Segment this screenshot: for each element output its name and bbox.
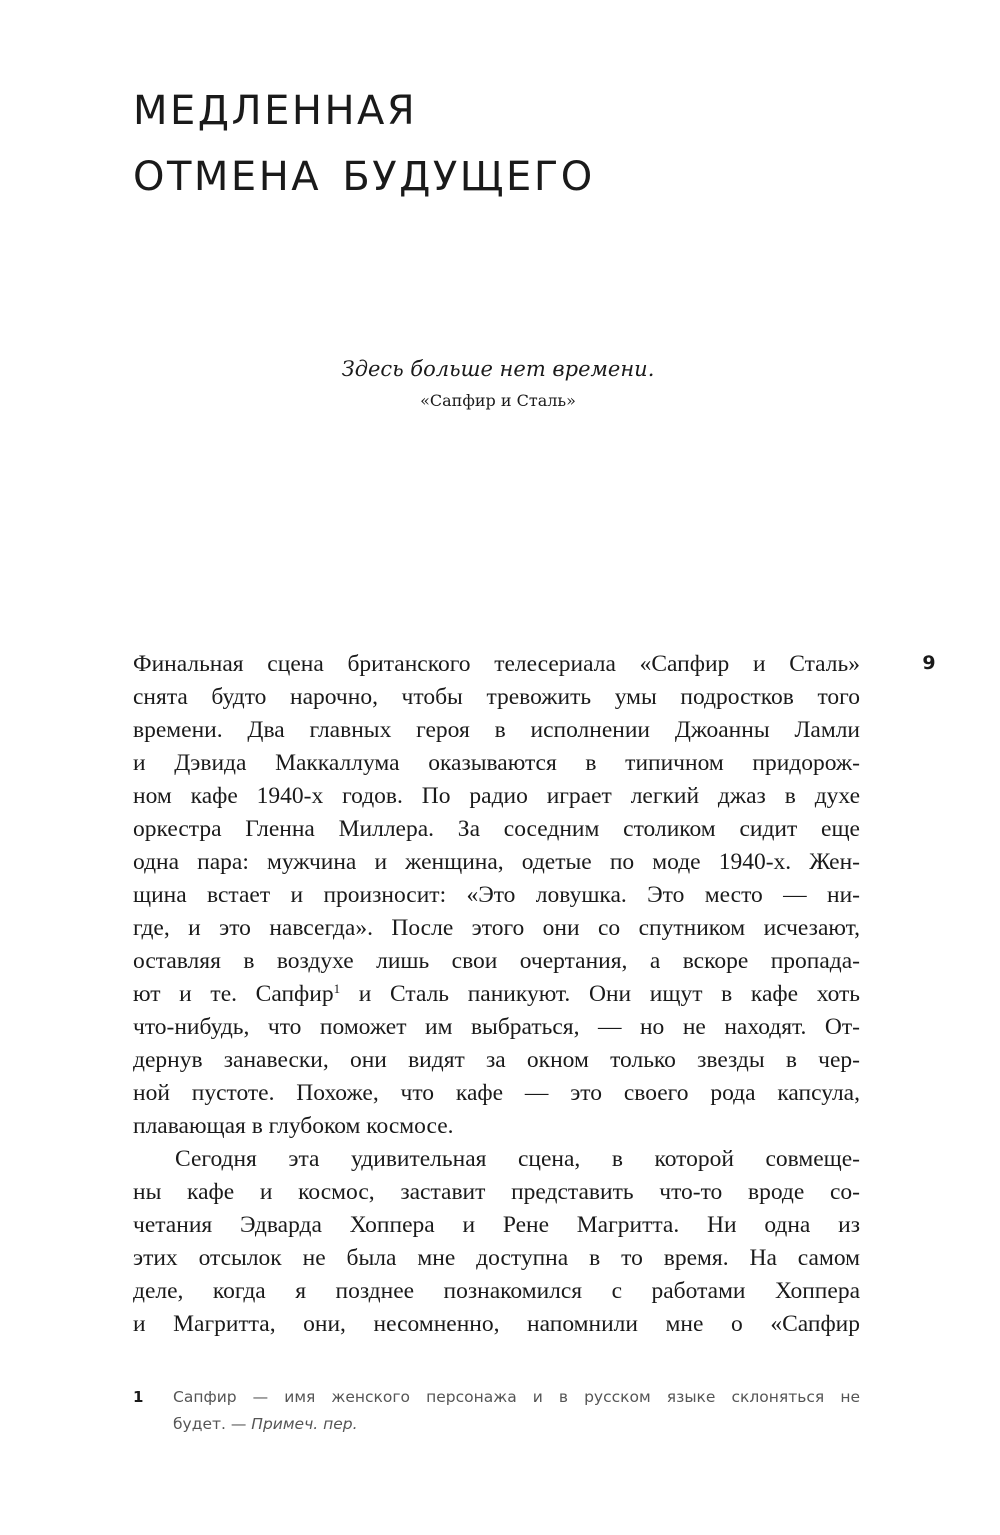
text-line bbox=[133, 978, 860, 1011]
footnote-line bbox=[133, 1411, 860, 1438]
text-line: где, и это навсегда». После этого они со спутником исчезают, bbox=[133, 915, 860, 941]
text-line: четания Эдварда Хоппера и Рене Магритта. Ни одна из bbox=[133, 1212, 860, 1238]
text-line: одна пара: мужчина и женщина, одетые по моде 1940-х. Жен- bbox=[133, 849, 860, 875]
chapter-title-line: ОТМЕНА БУДУЩЕГО bbox=[133, 154, 595, 200]
epigraph-quote: Здесь больше нет времени. bbox=[341, 357, 655, 381]
footnote-text: будет. — bbox=[173, 1415, 252, 1433]
text-line: деле, когда я позднее познакомился с работами Хоппера bbox=[133, 1278, 860, 1304]
text-line: оркестра Гленна Миллера. За соседним столиком сидит еще bbox=[133, 816, 860, 842]
page-number: 9 bbox=[922, 652, 936, 674]
text-line: ной пустоте. Похоже, что кафе — это своего рода капсула, bbox=[133, 1080, 860, 1106]
text-line: дернув занавески, они видят за окном только звезды в чер- bbox=[133, 1047, 860, 1073]
text-line: и Дэвида Маккаллума оказываются в типичном придорож- bbox=[133, 750, 860, 776]
chapter-title bbox=[133, 78, 853, 210]
text-line: и Магритта, они, несомненно, напомнили мне о «Сапфир bbox=[133, 1311, 860, 1337]
footnote-italic-note: Примеч. пер. bbox=[251, 1415, 358, 1433]
text-line: ны кафе и космос, заставит представить что-то вроде со- bbox=[133, 1179, 860, 1205]
footnote bbox=[133, 1384, 860, 1438]
text-line: времени. Два главных героя в исполнении Джоанны Ламли bbox=[133, 717, 860, 743]
text-segment: и Сталь паникуют. Они ищут в кафе хоть bbox=[340, 981, 860, 1007]
text-line: щина встает и произносит: «Это ловушка. Это место — ни- bbox=[133, 882, 860, 908]
paragraph bbox=[133, 1143, 860, 1341]
epigraph bbox=[0, 352, 1000, 416]
chapter-title-line: МЕДЛЕННАЯ bbox=[133, 88, 418, 134]
text-segment: ют и те. Сапфир bbox=[133, 981, 334, 1007]
footnote-line: Сапфир — имя женского персонажа и в русском языке склоняться не bbox=[173, 1388, 860, 1406]
text-line: оставляя в воздухе лишь свои очертания, а вскоре пропада- bbox=[133, 948, 860, 974]
body-text bbox=[133, 648, 860, 1341]
footnote-reference[interactable]: 1 bbox=[333, 981, 341, 996]
text-line: Финальная сцена британского телесериала «Сапфир и Сталь» bbox=[133, 651, 860, 677]
text-line: снята будто нарочно, чтобы тревожить умы подростков того bbox=[133, 684, 860, 710]
epigraph-source: «Сапфир и Сталь» bbox=[420, 391, 576, 410]
text-line: что-нибудь, что поможет им выбраться, — но не находят. От- bbox=[133, 1014, 860, 1040]
footnote-number: 1 bbox=[133, 1388, 144, 1406]
text-line: этих отсылок не была мне доступна в то время. На самом bbox=[133, 1245, 860, 1271]
text-line: ном кафе 1940-х годов. По радио играет легкий джаз в духе bbox=[133, 783, 860, 809]
text-line: плавающая в глубоком космосе. bbox=[133, 1113, 454, 1139]
text-line: Сегодня эта удивительная сцена, в которой совмеще- bbox=[175, 1146, 860, 1172]
paragraph bbox=[133, 648, 860, 1143]
